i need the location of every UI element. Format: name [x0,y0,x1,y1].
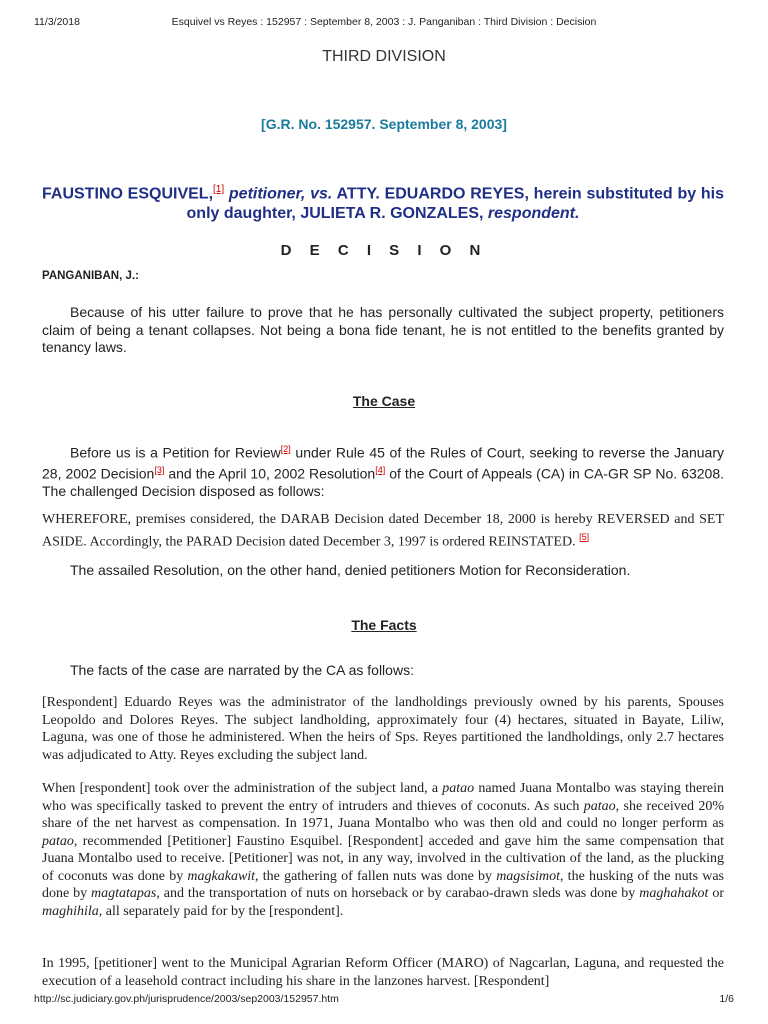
gr-number: [G.R. No. 152957. September 8, 2003] [261,116,507,132]
source-url-link[interactable]: http://sc.judiciary.gov.ph/jurisprudence/2003/sep2003/152957.htm [34,993,339,1005]
footnote-link-4[interactable]: [4] [375,465,386,476]
heading-the-facts: The Facts [351,617,417,633]
footnote-link-5[interactable]: [5] [579,531,590,542]
print-title: Esquivel vs Reyes : 152957 : September 8, 2003 : J. Panganiban : Third Division : Decision [171,16,597,28]
heading-the-case: The Case [352,393,416,409]
case-paragraph-1 [42,441,724,501]
q2-text-i: all separately paid for by the [respondent]. [102,903,344,919]
respondent-text: ATTY. EDUARDO REYES, herein substituted by his only daughter, JULIETA R. GONZALES, [186,185,724,223]
q2-text-c: , she received 20% share of the net harvest as compensation. In 1971, Juana Montalbo who was then old and could no longer perform as [42,798,724,831]
dispositive-text: WHEREFORE, premises considered, the DARAB Decision dated December 18, 2000 is hereby REVERSED and SET ASIDE. Accordingly, the PARAD Decision dated December 3, 1997 is ordered REINSTATED. [42,512,724,550]
dispositive-quote [42,511,724,551]
petitioner-role: petitioner, vs. [228,185,333,203]
print-footer [34,993,734,1007]
footnote-link-2[interactable]: [2] [280,444,291,454]
q2-text-g: , and the transportation of nuts on horseback or by carabao-drawn sleds was done by [156,886,640,901]
case-p1-text-a: Before us is a Petition for Review [70,444,281,461]
q2-term-patao: patao [42,833,74,849]
facts-p1-text: The facts of the case are narrated by the CA as follows: [70,662,414,678]
ponente: PANGANIBAN, J.: [42,270,139,282]
decision-heading: D E C I S I O N [280,242,488,259]
case-p1-text-b: under Rule 45 of the Rules of Court, seeking to reverse the January 28, 2002 Decision [42,444,724,482]
q2-term-patao: patao [583,798,616,814]
case-parties [42,180,724,224]
facts-quote-2 [42,780,724,920]
facts-quote-1: [Respondent] Eduardo Reyes was the administrator of the landholdings previously owned by his parents, Spouses Leopoldo and Dolores Reyes. The subject landholding, approximately four (4) hectares, situated in Bayate, Liliw, Laguna, was one of those he administered. When the heirs of Sps. Reyes partitioned the landholdings, only 2.7 hectares was adjudicated to Atty. Reyes excluding the subject land. [42,695,724,763]
q2-text-f: , the husking of the nuts was done by [42,868,724,901]
q2-term-magkakawit: magkakawit, [187,868,259,884]
case-p2-text: The assailed Resolution, on the other hand, denied petitioners Motion for Reconsideration. [70,562,631,578]
q2-text-d: , recommended [Petitioner] Faustino Esquibel. [Respondent] acceded and gave him the same compensation that Juana Montalbo used to receive. [Petitioner] was not, in any way, involved in the cultivation of the land, as the plucking of coconuts was done by [42,833,724,884]
q2-text-a: When [respondent] took over the administration of the subject land, a [42,781,443,796]
footnote-link-3[interactable]: [3] [154,465,165,476]
case-paragraph-2 [42,562,724,580]
q2-text-h: or [708,886,724,901]
q2-text-e: the gathering of fallen nuts was done by [258,868,497,884]
respondent-role: respondent. [487,205,580,223]
q2-term-magsisimot: magsisimot [496,868,560,884]
intro-paragraph [42,304,724,357]
case-p1-text-c: and the April 10, 2002 Resolution [164,465,376,482]
print-header [34,16,734,30]
q2-term-maghihila: maghihila, [42,903,103,919]
facts-paragraph-1 [42,662,724,680]
page-number: 1/6 [719,993,734,1005]
q2-text-b: named Juana Montalbo was staying therein who was specifically tasked to prevent the entry of intruders and thieves of coconuts. As such [42,781,724,814]
q2-term-patao: patao [442,781,475,796]
q2-term-maghahakot: maghahakot [639,886,709,901]
print-date: 11/3/2018 [34,16,80,28]
case-p1-text-d: of the Court of Appeals (CA) in CA-GR SP No. 63208. The challenged Decision disposed as follows: [42,465,725,500]
footnote-link-1[interactable]: [1] [213,184,225,195]
petitioner-name: FAUSTINO ESQUIVEL, [42,185,214,203]
facts-quote-3: In 1995, [petitioner] went to the Municipal Agrarian Reform Officer (MARO) of Nagcarlan, Laguna, and requested the execution of a leasehold contract including his share in the lanzones harvest. [Respondent] [42,956,724,989]
intro-text: Because of his utter failure to prove that he has personally cultivated the subject property, petitioners claim of being a tenant collapses. Not being a bona fide tenant, he is not entitled to the benefits granted by tenancy laws. [42,304,724,355]
q2-term-magtatapas: magtatapas [91,886,157,901]
division-title: THIRD DIVISION [322,48,446,65]
